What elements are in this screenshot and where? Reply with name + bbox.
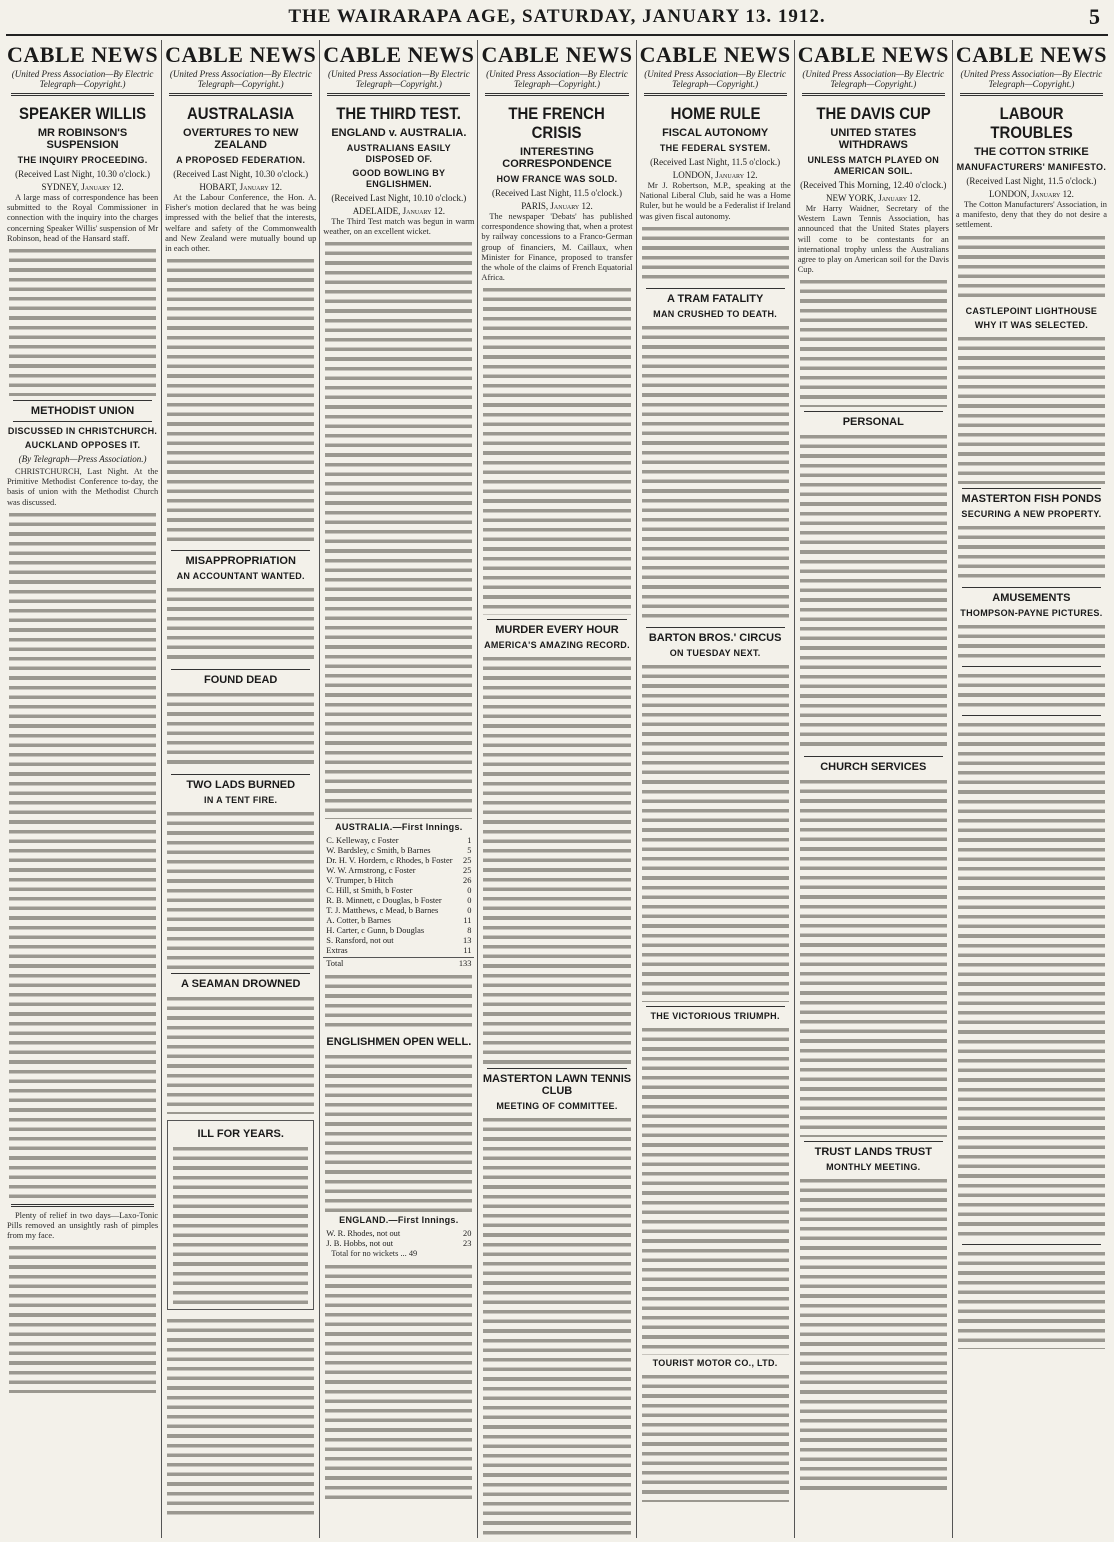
subheadline: ON TUESDAY NEXT.	[669, 647, 761, 658]
article-text	[167, 585, 314, 665]
article-lead: The Cotton Manufacturers' Association, in a manifesto, deny that they do not desire a settlement.	[955, 200, 1107, 230]
headline: HOME RULE	[670, 104, 761, 123]
batsman-runs: 20	[463, 1229, 472, 1239]
received-line: (Received Last Night, 10.30 o'clock.)	[15, 169, 150, 179]
score-total: Total for no wickets ... 49	[331, 1249, 418, 1259]
dateline: NEW YORK, January 12.	[825, 193, 921, 203]
article-text	[642, 1372, 789, 1502]
received-line: (Received Last Night, 11.5 o'clock.)	[966, 176, 1097, 186]
section-label: CABLE NEWS	[7, 42, 159, 67]
divider	[11, 93, 154, 96]
batsman-name: W. R. Rhodes, not out	[326, 1229, 401, 1239]
article-text	[800, 1176, 947, 1496]
batsman-name: W. W. Armstrong, c Foster	[326, 866, 416, 876]
column-2	[162, 40, 320, 1538]
subheadline: ENGLAND v. AUSTRALIA.	[331, 127, 467, 139]
headline: MASTERTON LAWN TENNIS CLUB	[482, 1073, 632, 1098]
headline: AUSTRALASIA	[187, 104, 295, 123]
headline: THE VICTORIOUS TRIUMPH.	[650, 1010, 780, 1021]
divider	[962, 1244, 1101, 1245]
article-text	[325, 972, 472, 1032]
batsman-name: T. J. Matthews, c Mead, b Barnes	[326, 906, 439, 916]
score-row	[323, 906, 474, 916]
advertisement-text	[9, 1243, 156, 1393]
subheadline: TOURIST MOTOR CO., LTD.	[652, 1357, 778, 1368]
subheadline: AMERICA'S AMAZING RECORD.	[484, 640, 630, 651]
headline: THE FRENCH CRISIS	[508, 104, 606, 142]
article-text	[483, 654, 630, 1064]
article-text	[642, 662, 789, 1002]
subheadline: WHY IT WAS SELECTED.	[974, 319, 1089, 330]
divider	[171, 774, 310, 775]
total-runs: 133	[458, 959, 472, 969]
subheadline: AN ACCOUNTANT WANTED.	[176, 571, 305, 582]
subheadline: GOOD BOWLING BY ENGLISHMEN.	[352, 168, 446, 189]
column-6	[795, 40, 953, 1538]
headline: MASTERTON FISH PONDS	[961, 492, 1102, 505]
article-text	[958, 1249, 1105, 1349]
subheadline: THE FEDERAL SYSTEM.	[659, 143, 771, 153]
headline: FOUND DEAD	[204, 674, 278, 687]
divider	[171, 669, 310, 670]
column-3	[320, 40, 478, 1538]
dateline: HOBART, January 12.	[199, 182, 283, 192]
headline: THE THIRD TEST.	[336, 104, 462, 123]
article-text	[642, 1025, 789, 1355]
article-text	[9, 246, 156, 396]
subheadline: DISCUSSED IN CHRISTCHURCH.	[7, 426, 158, 437]
score-row	[323, 836, 474, 846]
article-text	[167, 256, 314, 546]
headline: A SEAMAN DROWNED	[181, 978, 301, 991]
advertisement	[167, 1120, 314, 1310]
divider	[962, 488, 1101, 489]
divider	[962, 666, 1101, 667]
divider	[327, 93, 470, 96]
score-row	[323, 846, 474, 856]
subheadline: INTERESTING CORRESPONDENCE	[502, 146, 612, 170]
score-row	[323, 866, 474, 876]
divider	[487, 1068, 626, 1069]
article-text	[958, 334, 1105, 484]
headline: SPEAKER WILLIS	[18, 104, 147, 123]
subheadline: AUSTRALIANS EASILY DISPOSED OF.	[346, 143, 451, 164]
divider	[13, 400, 152, 401]
columns	[4, 40, 1110, 1538]
divider	[960, 93, 1103, 96]
section-label: CABLE NEWS	[165, 42, 317, 67]
received-line: (Received Last Night, 10.10 o'clock.)	[331, 193, 467, 203]
batsman-name: A. Cotter, b Barnes	[326, 916, 391, 926]
batsman-runs: 26	[463, 876, 472, 886]
subheadline: MAN CRUSHED TO DEATH.	[653, 308, 778, 319]
dateline: ADELAIDE, January 12.	[352, 206, 446, 216]
section-label: CABLE NEWS	[955, 42, 1107, 67]
byline: (By Telegraph—Press Association.)	[18, 454, 147, 465]
column-4	[478, 40, 636, 1538]
article-text	[642, 224, 789, 284]
section-label: CABLE NEWS	[323, 42, 475, 67]
subheadline: SECURING A NEW PROPERTY.	[961, 508, 1102, 519]
divider	[487, 619, 626, 620]
dateline: LONDON, January 12.	[988, 189, 1074, 199]
section-label: CABLE NEWS	[639, 42, 791, 67]
article-lead: Mr Harry Waidner, Secretary of the Western Lawn Tennis Association, has announced that the United States players will come to be contestants for an international trophy unless the Australians agree to play on American soil for the Davis Cup.	[797, 204, 949, 275]
column-1	[4, 40, 162, 1538]
score-row	[323, 926, 474, 936]
batsman-runs: 11	[463, 946, 472, 956]
ad-heading: ILL FOR YEARS.	[197, 1128, 284, 1141]
batsman-runs: 5	[467, 846, 472, 856]
headline: CASTLEPOINT LIGHTHOUSE	[965, 305, 1098, 316]
article-text	[800, 277, 947, 407]
divider	[962, 715, 1101, 716]
article-text	[325, 1262, 472, 1502]
headline: METHODIST UNION	[30, 405, 135, 418]
section-label: CABLE NEWS	[481, 42, 633, 67]
headline: BARTON BROS.' CIRCUS	[648, 631, 782, 644]
divider	[169, 93, 312, 96]
headline: AMUSEMENTS	[992, 591, 1071, 604]
divider	[171, 550, 310, 551]
article-lead: A large mass of correspondence has been submitted to the Royal Commissioner in connection with the inquiry into the charges concerning Speaker Willis' suspension of Mr Robinson, head of the Hansard staff.	[7, 193, 159, 243]
divider	[646, 1006, 785, 1007]
article-lead: The Third Test match was begun in warm weather, on an excellent wicket.	[323, 217, 475, 237]
subheadline: MONTHLY MEETING.	[826, 1162, 921, 1173]
subheadline: MR ROBINSON'S SUSPENSION	[37, 127, 128, 151]
received-line: (Received Last Night, 11.5 o'clock.)	[650, 157, 781, 167]
assoc-line: (United Press Association—By Electric Telegraph—Copyright.)	[327, 69, 470, 89]
divider	[646, 627, 785, 628]
subheadline: HOW FRANCE WAS SOLD.	[496, 174, 618, 184]
masthead-rule	[6, 34, 1108, 36]
score-row	[323, 916, 474, 926]
headline: CHURCH SERVICES	[820, 761, 927, 774]
batsman-name: V. Trumper, b Hitch	[326, 876, 394, 886]
score-title: AUSTRALIA.—First Innings.	[335, 822, 463, 833]
article-text	[167, 994, 314, 1114]
article-text	[800, 432, 947, 752]
subheadline: THE COTTON STRIKE	[974, 146, 1089, 158]
column-5	[637, 40, 795, 1538]
article-lead: The newspaper 'Debats' has published correspondence showing that, when a protest by railway concessions to a Franco-German group of financiers, M. Caillaux, when Minister for Finance, proposed to transfer the whole of the claims of French Equatorial Africa.	[481, 212, 633, 283]
subheadline: A PROPOSED FEDERATION.	[176, 155, 306, 165]
dateline: LONDON, January 12.	[672, 170, 758, 180]
batsman-name: Extras	[326, 946, 348, 956]
batsman-runs: 1	[467, 836, 472, 846]
scorecard	[323, 836, 474, 970]
subheadline: MEETING OF COMMITTEE.	[496, 1101, 618, 1112]
received-line: (Received This Morning, 12.40 o'clock.)	[800, 180, 947, 190]
subheadline: IN A TENT FIRE.	[204, 795, 278, 806]
advertisement-text	[173, 1144, 308, 1304]
assoc-line: (United Press Association—By Electric Telegraph—Copyright.)	[486, 69, 628, 89]
batsman-runs: 0	[467, 896, 472, 906]
batsman-name: C. Kelleway, c Foster	[326, 836, 399, 846]
headline: MISAPPROPRIATION	[185, 555, 296, 568]
divider	[485, 93, 628, 96]
article-lead: CHRISTCHURCH, Last Night. At the Primitive Methodist Conference to-day, the basis of union with the Methodist Church was discussed.	[7, 467, 159, 507]
page-number: 5	[1089, 4, 1100, 29]
subheadline: OVERTURES TO NEW ZEALAND	[183, 127, 299, 151]
batsman-name: W. Bardsley, c Smith, b Barnes	[326, 846, 431, 856]
dateline: PARIS, January 12.	[521, 201, 593, 211]
masthead	[0, 0, 1114, 34]
subheadline: UNLESS MATCH PLAYED ON AMERICAN SOIL.	[807, 155, 940, 176]
article-text	[958, 233, 1105, 303]
headline: THE DAVIS CUP	[816, 104, 931, 123]
subheadline: AUCKLAND OPPOSES IT.	[24, 440, 141, 451]
headline: TWO LADS BURNED	[186, 779, 296, 792]
divider	[802, 93, 945, 96]
assoc-line: (United Press Association—By Electric Telegraph—Copyright.)	[11, 69, 154, 89]
subheadline: UNITED STATES WITHDRAWS	[830, 127, 917, 151]
headline: TRUST LANDS TRUST	[814, 1146, 932, 1159]
article-lead: At the Labour Conference, the Hon. A. Fisher's motion declared that he was being impressed with the belief that the interests, welfare and safety of the Commonwealth and New Zealand were mutually bound up in each other.	[165, 193, 317, 254]
divider	[646, 288, 785, 289]
score-row	[323, 946, 474, 956]
article-text	[9, 510, 156, 1200]
batsman-name: R. B. Minnett, c Douglas, b Foster	[326, 896, 442, 906]
batsman-runs: 23	[463, 1239, 472, 1249]
score-row	[323, 876, 474, 886]
batsman-runs: 0	[467, 906, 472, 916]
batsman-name: Dr. H. V. Hordern, c Rhodes, b Foster	[326, 856, 453, 866]
batsman-runs: 13	[463, 936, 472, 946]
received-line: (Received Last Night, 10.30 o'clock.)	[173, 169, 309, 179]
article-lead: Mr J. Robertson, M.P., speaking at the National Liberal Club, said he was a Home Ruler, but he would be a Federalist if Ireland was given fiscal autonomy.	[639, 181, 791, 221]
score-total	[323, 957, 474, 970]
headline: MURDER EVERY HOUR	[495, 624, 619, 637]
assoc-line: (United Press Association—By Electric Telegraph—Copyright.)	[644, 69, 786, 89]
score-row	[323, 856, 474, 866]
article-text	[958, 622, 1105, 662]
assoc-line: (United Press Association—By Electric Telegraph—Copyright.)	[169, 69, 312, 89]
headline: ENGLISHMEN OPEN WELL.	[326, 1036, 472, 1049]
score-row	[323, 886, 474, 896]
article-text	[483, 285, 630, 615]
batsman-name: J. B. Hobbs, not out	[326, 1239, 394, 1249]
article-text	[167, 809, 314, 969]
batsman-name: C. Hill, st Smith, b Foster	[326, 886, 413, 896]
article-text	[325, 239, 472, 819]
received-line: (Received Last Night, 11.5 o'clock.)	[491, 188, 622, 198]
score-row	[323, 896, 474, 906]
assoc-line: (United Press Association—By Electric Telegraph—Copyright.)	[802, 69, 945, 89]
article-text	[958, 720, 1105, 1240]
subheadline: FISCAL AUTONOMY	[662, 127, 769, 139]
article-text	[800, 777, 947, 1137]
subheadline: MANUFACTURERS' MANIFESTO.	[956, 162, 1107, 172]
score-title: ENGLAND.—First Innings.	[339, 1215, 459, 1226]
total-label: Total	[326, 959, 344, 969]
batsman-runs: 0	[467, 886, 472, 896]
headline: PERSONAL	[842, 416, 904, 429]
advertisement: Plenty of relief in two days—Laxo-Tonic Pills removed an unsightly rash of pimples from my face.	[7, 1210, 159, 1241]
article-text	[642, 323, 789, 623]
article-text	[483, 1115, 630, 1538]
section-label: CABLE NEWS	[797, 42, 949, 67]
article-text	[958, 671, 1105, 711]
masthead-title: THE WAIRARAPA AGE, SATURDAY, JANUARY 13. 1912.	[288, 6, 826, 27]
divider	[962, 587, 1101, 588]
article-text	[167, 1316, 314, 1516]
divider	[171, 973, 310, 974]
batsman-name: H. Carter, c Gunn, b Douglas	[326, 926, 425, 936]
batsman-runs: 25	[463, 866, 472, 876]
divider	[11, 1204, 154, 1207]
subheadline: THOMPSON-PAYNE PICTURES.	[960, 607, 1103, 618]
assoc-line: (United Press Association—By Electric Telegraph—Copyright.)	[960, 69, 1103, 89]
article-text	[325, 1052, 472, 1212]
column-7	[953, 40, 1110, 1538]
headline: LABOUR TROUBLES	[990, 104, 1073, 142]
batsman-runs: 8	[467, 926, 472, 936]
subheadline: THE INQUIRY PROCEEDING.	[17, 155, 148, 165]
article-text	[958, 523, 1105, 583]
headline: A TRAM FATALITY	[666, 292, 764, 305]
batsman-runs: 11	[463, 916, 472, 926]
dateline: SYDNEY, January 12.	[41, 182, 124, 192]
divider	[804, 756, 943, 757]
article-text	[167, 690, 314, 770]
score-row	[323, 936, 474, 946]
divider	[804, 411, 943, 412]
scorecard	[323, 1229, 474, 1249]
score-row	[323, 1239, 474, 1249]
batsman-name: S. Ransford, not out	[326, 936, 394, 946]
score-row	[323, 1229, 474, 1239]
divider	[804, 1141, 943, 1142]
divider	[13, 421, 152, 422]
batsman-runs: 25	[463, 856, 472, 866]
divider	[644, 93, 787, 96]
